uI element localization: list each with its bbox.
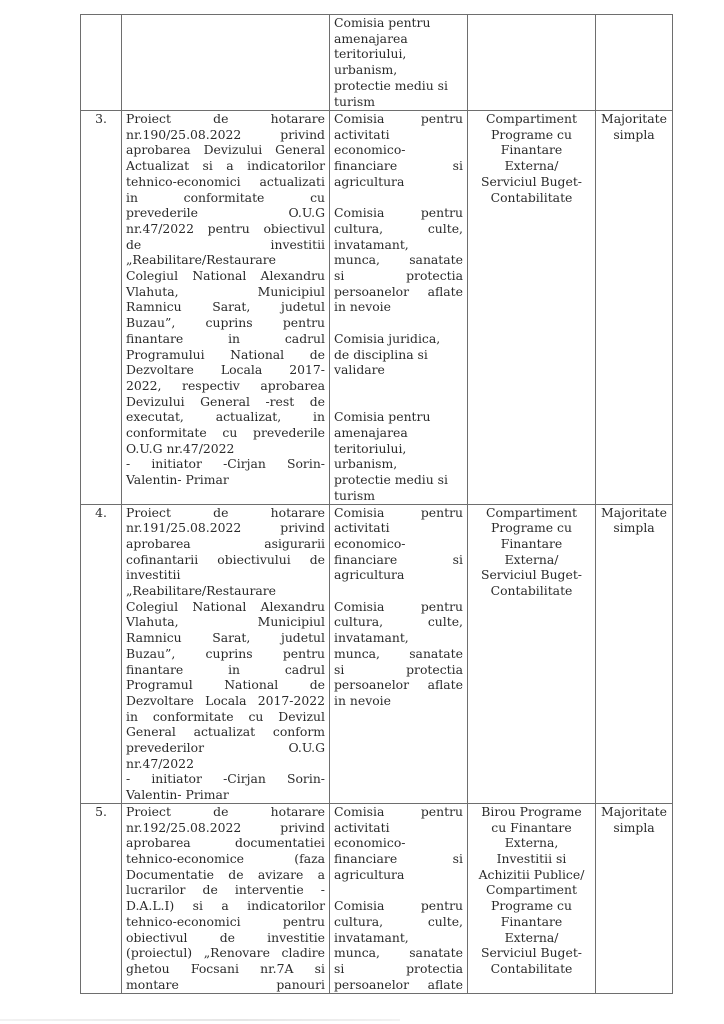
project-title-line: lucrarilor de interventie - (126, 882, 325, 898)
project-title-line: D.A.L.I) si a indicatorilor (126, 898, 325, 914)
responsible-line: Programe cu (491, 126, 572, 142)
committee-line: agricultura (334, 173, 405, 189)
responsible-line: Contabilitate (490, 960, 573, 976)
table-row (81, 504, 673, 803)
project-title-cell (122, 803, 330, 993)
committee-line: agricultura (334, 866, 405, 882)
committee-line: Comisia pentru (334, 205, 463, 221)
project-title-line: Programul National de (126, 677, 325, 693)
committee-line: de disciplina si (334, 346, 428, 362)
agenda-table (80, 14, 673, 994)
project-title-line: Proiect de hotarare (126, 504, 325, 520)
row-number: 4. (95, 504, 107, 520)
project-title-line: tehnico-economici pentru (126, 913, 325, 929)
committee-line: activitati (334, 819, 390, 835)
vote-type-line: simpla (613, 819, 655, 835)
project-title-line: Ramnicu Sarat, judetul (126, 299, 325, 315)
committee-line: Comisia pentru (334, 504, 463, 520)
project-title-line: ghetou Focsani nr.7A si (126, 960, 325, 976)
committee-line: munca, sanatate (334, 645, 463, 661)
project-title-line: finantare in cadrul (126, 661, 325, 677)
committee-line: agricultura (334, 567, 405, 583)
table-row (81, 803, 673, 993)
project-title-line: nr.47/2022 (126, 755, 194, 771)
project-title-line: 2022, respectiv aprobarea (126, 377, 325, 393)
vote-type-line: Majoritate (601, 803, 667, 819)
vote-type-cell (596, 15, 673, 111)
committee-entry (334, 331, 463, 378)
project-title-line: Valentin- Primar (126, 472, 229, 488)
project-title-line: Buzau”, cuprins pentru (126, 315, 325, 331)
project-title-line: Valentin- Primar (126, 787, 229, 803)
committee-line: persoanelor aflate (334, 976, 463, 992)
committee-line: Comisia pentru (334, 898, 463, 914)
committee-line: persoanelor aflate (334, 677, 463, 693)
responsible-line: Externa, (504, 835, 559, 851)
project-title-line: aprobarea documentatiei (126, 835, 325, 851)
project-title-line: investitii (126, 567, 181, 583)
committee-line: Comisia pentru (334, 111, 463, 126)
committee-line: teritoriului, (334, 46, 407, 62)
committee-line: Comisia pentru (334, 409, 431, 425)
committee-line: si protectia (334, 960, 463, 976)
row-number-cell (81, 803, 122, 993)
responsible-line: Serviciul Buget- (480, 173, 582, 189)
table-row (81, 15, 673, 111)
responsible-line: Compartiment (486, 504, 577, 520)
table-row (81, 111, 673, 505)
committee-line: Comisia pentru (334, 598, 463, 614)
responsible-line: Externa/ (504, 929, 559, 945)
vote-type-line: Majoritate (601, 111, 667, 126)
project-title-line: Dezvoltare Locala 2017-2022 (126, 692, 325, 708)
committee-line: amenajarea (334, 425, 408, 441)
committee-line: protectie mediu si (334, 472, 448, 488)
committee-entry (334, 599, 463, 709)
project-title-line: aprobarea Devizului General (126, 142, 325, 158)
agenda-table-body (81, 15, 673, 994)
committee-line: si protectia (334, 268, 463, 284)
project-title-line: General actualizat conform (126, 724, 325, 740)
responsible-line: cu Finantare (491, 819, 572, 835)
project-title-line: conformitate cu prevederile (126, 425, 325, 441)
project-title-line: executat, actualizat, in (126, 409, 325, 425)
responsible-line: Serviciul Buget- (480, 567, 582, 583)
committee-line: munca, sanatate (334, 252, 463, 268)
project-title-line: finantare in cadrul (126, 330, 325, 346)
row-number-cell (81, 15, 122, 111)
vote-type-line: simpla (613, 126, 655, 142)
project-title-line: Proiect de hotarare (126, 803, 325, 819)
project-title-line: nr.47/2022 pentru obiectivul (126, 220, 325, 236)
committee-line: Comisia juridica, (334, 330, 441, 346)
project-title-line: aprobarea asigurarii (126, 535, 325, 551)
vote-type-line: simpla (613, 520, 655, 536)
project-title-line: nr.190/25.08.2022 privind (126, 126, 325, 142)
responsible-line: Compartiment (486, 882, 577, 898)
vote-type-cell (596, 504, 673, 803)
project-title-line: prevederilor O.U.G (126, 740, 325, 756)
project-title-line: nr.192/25.08.2022 privind (126, 819, 325, 835)
committees-cell (330, 803, 468, 993)
project-title-line: Colegiul National Alexandru (126, 598, 325, 614)
responsible-line: Programe cu (491, 898, 572, 914)
project-title-line: Proiect de hotarare (126, 111, 325, 126)
committee-entry (334, 205, 463, 315)
responsible-line: Investitii si (496, 851, 567, 866)
committee-line: si protectia (334, 661, 463, 677)
project-title-line: cofinantarii obiectivului de (126, 551, 325, 567)
committee-line: protectie mediu si (334, 77, 448, 93)
committee-line: persoanelor aflate (334, 283, 463, 299)
project-title-line: in conformitate cu (126, 189, 325, 205)
project-title-line: Ramnicu Sarat, judetul (126, 630, 325, 646)
committee-line: economico- (334, 835, 406, 851)
project-title-cell (122, 504, 330, 803)
responsible-line: Programe cu (491, 520, 572, 536)
responsible-line: Externa/ (504, 158, 559, 174)
responsible-line: Compartiment (486, 111, 577, 126)
committee-line: urbanism, (334, 456, 398, 472)
vote-type-line: Majoritate (601, 504, 667, 520)
committee-line: validare (334, 362, 385, 378)
committee-line: cultura, culte, (334, 614, 463, 630)
project-title-line: tehnico-economice (faza (126, 851, 325, 866)
project-title-cell (122, 111, 330, 505)
project-title-line: - initiator -Cirjan Sorin- (126, 771, 325, 787)
project-title-line: O.U.G nr.47/2022 (126, 440, 235, 456)
responsible-department-cell (468, 111, 596, 505)
committee-entry (334, 409, 463, 503)
project-title-line: Vlahuta, Municipiul (126, 283, 325, 299)
committee-line: Comisia pentru (334, 803, 463, 819)
project-title-line: Buzau”, cuprins pentru (126, 645, 325, 661)
committee-line: munca, sanatate (334, 945, 463, 961)
committee-line: invatamant, (334, 236, 409, 252)
committee-line: teritoriului, (334, 440, 407, 456)
project-title-line: Vlahuta, Municipiul (126, 614, 325, 630)
responsible-department-cell (468, 504, 596, 803)
project-title-line: tehnico-economici actualizati (126, 173, 325, 189)
committee-line: turism (334, 487, 375, 503)
committee-entry (334, 111, 463, 190)
project-title-cell (122, 15, 330, 111)
project-title-line: Devizului General -rest de (126, 393, 325, 409)
responsible-line: Finantare (500, 535, 563, 551)
committee-line: invatamant, (334, 929, 409, 945)
committee-entry (334, 898, 463, 992)
committee-line: cultura, culte, (334, 220, 463, 236)
responsible-line: Serviciul Buget- (480, 945, 582, 961)
committee-line: in nevoie (334, 692, 391, 708)
committee-line: economico- (334, 142, 406, 158)
committee-line: cultura, culte, (334, 913, 463, 929)
project-title-line: nr.191/25.08.2022 privind (126, 520, 325, 536)
project-title-line: obiectivul de investitie (126, 929, 325, 945)
responsible-line: Externa/ (504, 551, 559, 567)
committee-line: financiare si (334, 158, 463, 174)
responsible-department-cell (468, 803, 596, 993)
row-number-cell (81, 504, 122, 803)
committee-entry (334, 15, 463, 109)
committee-line: urbanism, (334, 62, 398, 78)
committees-cell (330, 15, 468, 111)
committee-line: activitati (334, 520, 390, 536)
committee-line: activitati (334, 126, 390, 142)
vote-type-cell (596, 111, 673, 505)
committee-entry (334, 804, 463, 883)
responsible-line: Achizitii Publice/ (478, 866, 585, 882)
project-title-line: „Reabilitare/Restaurare (126, 252, 277, 268)
responsible-line: Birou Programe (481, 803, 582, 819)
responsible-line: Finantare (500, 142, 563, 158)
committee-line: in nevoie (334, 299, 391, 315)
row-number-cell (81, 111, 122, 505)
committee-entry (334, 505, 463, 584)
committee-line: financiare si (334, 851, 463, 866)
project-title-line: in conformitate cu Devizul (126, 708, 325, 724)
committee-line: invatamant, (334, 630, 409, 646)
project-title-line: Programului National de (126, 346, 325, 362)
project-title-line: Documentatie de avizare a (126, 866, 325, 882)
committee-line: financiare si (334, 551, 463, 567)
page-bottom-rule (0, 1019, 400, 1021)
project-title-line: Dezvoltare Locala 2017- (126, 362, 325, 378)
committees-cell (330, 111, 468, 505)
vote-type-cell (596, 803, 673, 993)
project-title-line: (proiectul) „Renovare cladire (126, 945, 325, 961)
committee-line: turism (334, 93, 375, 109)
project-title-line: - initiator -Cirjan Sorin- (126, 456, 325, 472)
committee-line: Comisia pentru (334, 15, 431, 30)
committees-cell (330, 504, 468, 803)
project-title-line: montare panouri (126, 976, 325, 992)
row-number: 3. (95, 111, 107, 126)
project-title-line: „Reabilitare/Restaurare (126, 583, 277, 599)
responsible-line: Contabilitate (490, 583, 573, 599)
responsible-line: Contabilitate (490, 189, 573, 205)
committee-line: economico- (334, 535, 406, 551)
project-title-line: de investitii (126, 236, 325, 252)
project-title-line: Actualizat si a indicatorilor (126, 158, 325, 174)
project-title-line: prevederile O.U.G (126, 205, 325, 221)
project-title-line: Colegiul National Alexandru (126, 268, 325, 284)
committee-line: amenajarea (334, 30, 408, 46)
row-number: 5. (95, 803, 107, 819)
responsible-department-cell (468, 15, 596, 111)
responsible-line: Finantare (500, 913, 563, 929)
